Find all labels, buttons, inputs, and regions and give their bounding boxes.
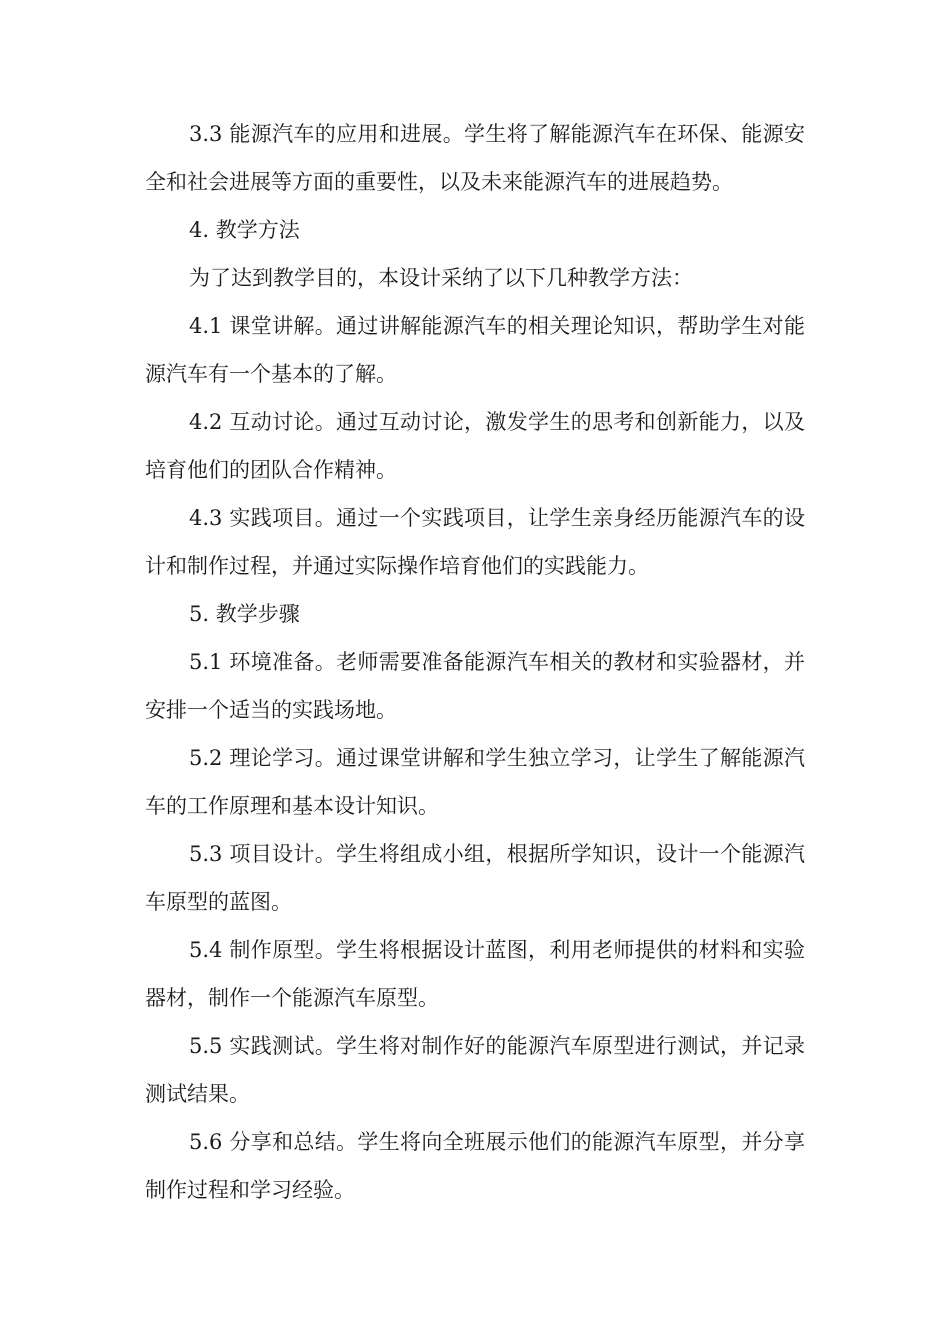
paragraph-methods-intro: 为了达到教学目的，本设计采纳了以下几种教学方法： (189, 266, 693, 290)
paragraph-5-1: 5.1 环境准备。老师需要准备能源汽车相关的教材和实验器材，并安排一个适当的实践场地。 (145, 650, 805, 722)
heading-teaching-methods: 4. 教学方法 (189, 218, 300, 242)
paragraph-5-3: 5.3 项目设计。学生将组成小组，根据所学知识，设计一个能源汽车原型的蓝图。 (145, 842, 805, 914)
paragraph-5-5: 5.5 实践测试。学生将对制作好的能源汽车原型进行测试，并记录测试结果。 (145, 1034, 805, 1106)
paragraph-5-6: 5.6 分享和总结。学生将向全班展示他们的能源汽车原型，并分享制作过程和学习经验。 (145, 1130, 805, 1202)
heading-teaching-steps: 5. 教学步骤 (189, 602, 300, 626)
paragraph-5-4: 5.4 制作原型。学生将根据设计蓝图，利用老师提供的材料和实验器材，制作一个能源汽车原型。 (145, 938, 805, 1010)
paragraph-4-1: 4.1 课堂讲解。通过讲解能源汽车的相关理论知识，帮助学生对能源汽车有一个基本的了解。 (145, 314, 805, 386)
paragraph-5-2: 5.2 理论学习。通过课堂讲解和学生独立学习，让学生了解能源汽车的工作原理和基本设计知识。 (145, 746, 805, 818)
paragraph-4-3: 4.3 实践项目。通过一个实践项目，让学生亲身经历能源汽车的设计和制作过程，并通过实际操作培育他们的实践能力。 (145, 506, 805, 578)
paragraph-4-2: 4.2 互动讨论。通过互动讨论，激发学生的思考和创新能力，以及培育他们的团队合作精神。 (145, 410, 805, 482)
document-body (145, 110, 805, 1214)
paragraph-3-3: 3.3 能源汽车的应用和进展。学生将了解能源汽车在环保、能源安全和社会进展等方面的重要性，以及未来能源汽车的进展趋势。 (145, 122, 805, 194)
